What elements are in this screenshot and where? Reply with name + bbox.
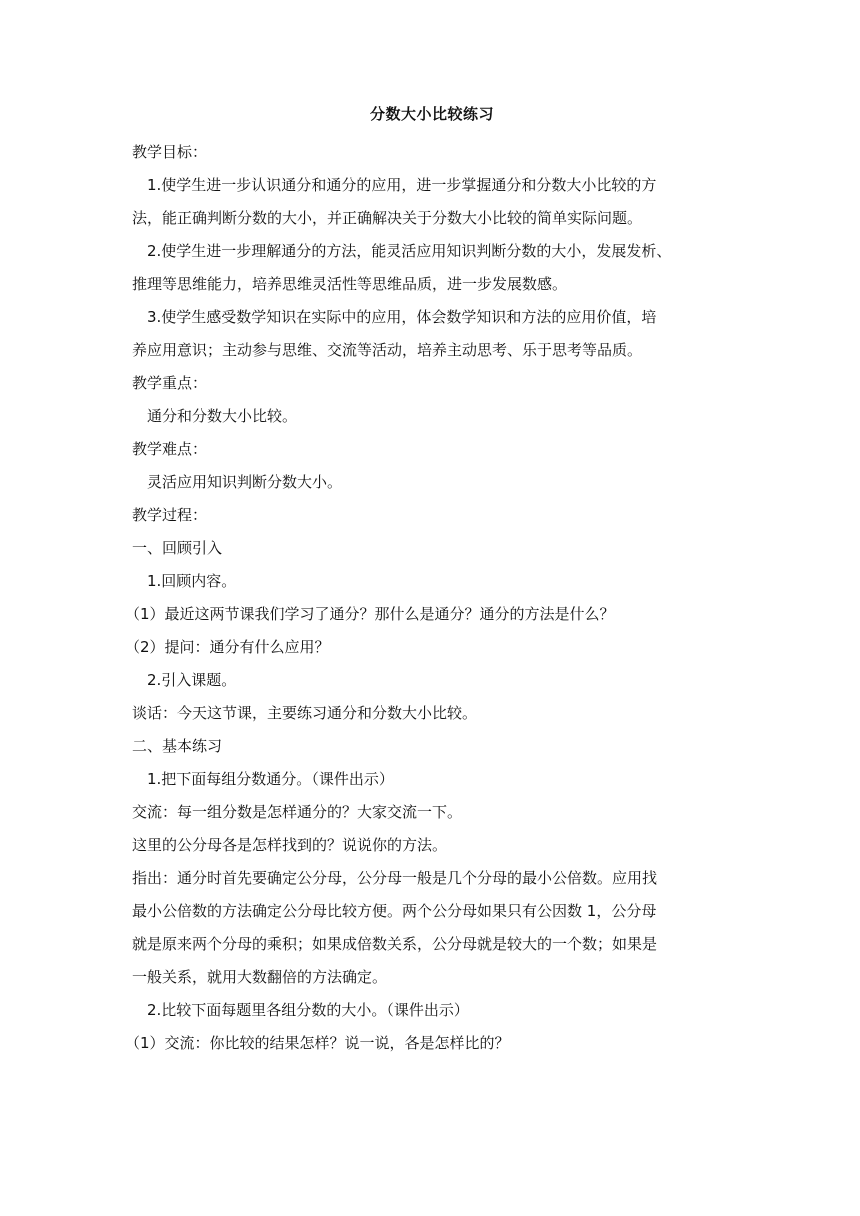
text-line: 最小公倍数的方法确定公分母比较方便。两个公分母如果只有公因数 1，公分母: [132, 902, 657, 920]
text-line: 1.使学生进一步认识通分和通分的应用，进一步掌握通分和分数大小比较的方: [147, 176, 657, 194]
text-line: 一般关系，就用大数翻倍的方法确定。: [132, 968, 388, 986]
document-page: [125, 104, 732, 1060]
text-line: 1.把下面每组分数通分。（课件出示）: [147, 770, 394, 788]
text-line: 二、基本练习: [132, 737, 223, 755]
text-line: 2.比较下面每题里各组分数的大小。（课件出示）: [147, 1001, 469, 1019]
text-line: （1）交流：你比较的结果怎样？说一说，各是怎样比的？: [125, 1034, 510, 1052]
text-line: 指出：通分时首先要确定公分母，公分母一般是几个分母的最小公倍数。应用找: [132, 869, 658, 887]
text-line: （2）提问：通分有什么应用？: [125, 638, 330, 656]
text-line: 推理等思维能力，培养思维灵活性等思维品质，进一步发展数感。: [132, 275, 568, 293]
document-body: [125, 136, 732, 1060]
text-line: 就是原来两个分母的乘积；如果成倍数关系，公分母就是较大的一个数；如果是: [132, 935, 658, 953]
text-line: 法，能正确判断分数的大小，并正确解决关于分数大小比较的简单实际问题。: [132, 209, 643, 227]
text-line: 这里的公分母各是怎样找到的？说说你的方法。: [132, 836, 448, 854]
text-line: 2.使学生进一步理解通分的方法，能灵活应用知识判断分数的大小，发展发析、: [147, 242, 672, 260]
text-line: 1.回顾内容。: [147, 572, 237, 590]
text-line: 谈话：今天这节课，主要练习通分和分数大小比较。: [132, 704, 478, 722]
text-line: 交流：每一组分数是怎样通分的？大家交流一下。: [132, 803, 463, 821]
document-title: 分数大小比较练习: [369, 105, 494, 123]
text-line: （1）最近这两节课我们学习了通分？那什么是通分？通分的方法是什么？: [125, 605, 615, 623]
text-line: 教学重点：: [132, 374, 208, 392]
text-line: 灵活应用知识判断分数大小。: [147, 473, 343, 491]
text-line: 3.使学生感受数学知识在实际中的应用，体会数学知识和方法的应用价值，培: [147, 308, 657, 326]
text-line: 教学目标：: [132, 143, 208, 161]
text-line: 2.引入课题。: [147, 671, 237, 689]
text-line: 教学过程：: [132, 506, 208, 524]
text-line: 养应用意识；主动参与思维、交流等活动，培养主动思考、乐于思考等品质。: [132, 341, 643, 359]
text-line: 教学难点：: [132, 440, 208, 458]
text-line: 一、回顾引入: [132, 539, 223, 557]
text-line: 通分和分数大小比较。: [147, 407, 298, 425]
